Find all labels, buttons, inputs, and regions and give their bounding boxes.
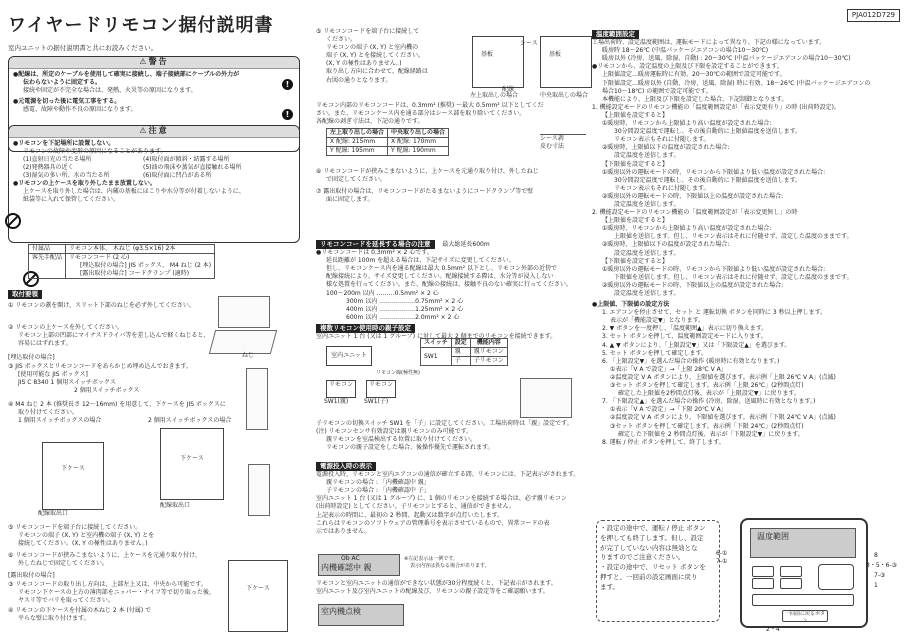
board-label: 基板 <box>549 51 562 58</box>
function-buttons[interactable] <box>752 594 854 606</box>
note-text: 押すと、一回前の設定画面に戻り <box>600 572 698 581</box>
table-header: 中央取り出しの場合 <box>388 129 449 138</box>
func-text: 上限値を送信します。但し、リモコン表示はそれに付随せず、設定した温度のままです。 <box>614 233 853 241</box>
embed-heading: [埋込取付の場合] <box>8 354 55 362</box>
extension-max: 最大総延長600m <box>442 241 490 248</box>
cable-size: 600m 以内 ………………2.0mm² × 2 心 <box>346 313 460 321</box>
run-stop-button[interactable] <box>818 564 854 590</box>
accessories-value: リモコン本体、 木ねじ (φ3.5×16) 2本 <box>66 245 215 254</box>
switch-notes <box>316 420 606 452</box>
reset-button[interactable]: 一回前に戻るボタン <box>782 610 828 622</box>
temp-text: 暖房以外 (冷房、送風、除湿、自動) : 20〜30℃ (中温パッケージエアコンの場合10〜30℃) <box>602 55 851 63</box>
step-text: リモコン上部の凹部にマイナスドライバ等を差し込んで軽くねじると、 <box>18 332 210 340</box>
step-text: リモコンの上ケースを外してください。 <box>15 324 123 332</box>
remote-lcd-text: 温度範囲 <box>757 532 789 541</box>
ext-text: 配線接続により、サイズ変更してください。配線接続する際は、水分等が浸入しない <box>326 273 554 281</box>
callout-label: 3・5・6-③ <box>866 562 897 569</box>
table-header: 機能内容 <box>470 339 507 348</box>
step-text: (X, Y の極性はありません。) <box>326 60 402 68</box>
callout-label: 2・4 <box>766 626 780 633</box>
lcd-checking <box>318 554 400 576</box>
howto-step: 5. セット ボタンを押して確定します。 <box>602 349 708 357</box>
power-text: 上記表示の時間に、最初の 2 秒間、起動又は数字が点灯いたします。 <box>316 511 504 519</box>
screw-label: ねじ <box>242 352 255 359</box>
step-text: リモコンコードが挟みこまないように、上ケースを元通り取り付け、 <box>15 552 201 560</box>
left-out-label: 左上取出しの場合 <box>470 92 519 99</box>
table-header: スイッチ <box>421 339 452 348</box>
power-text: 親リモコンの場合 : 「内機確認中 親」 <box>326 479 430 487</box>
callout-label: 7-① <box>716 558 728 565</box>
func-heading: 【下限値を設定すると】 <box>602 257 669 265</box>
callout-label: 1 <box>874 582 878 589</box>
caution-line: ●リモコンを下記場所に設置しない。 <box>13 139 115 147</box>
strip-length-table <box>326 128 449 156</box>
caution-title: ⚠注意 <box>9 126 299 138</box>
howto-step: 表示が「機能設定▼」となります。 <box>610 317 705 325</box>
step-text: 取り付けてください。 <box>18 409 79 417</box>
step-text: 取り出し方向に合わせて、配線経路は <box>326 68 428 76</box>
sheath-label: シース剥 <box>540 135 564 142</box>
up-button[interactable] <box>752 566 774 577</box>
step-text: リモコンコードの取り出し方向は、上部左上又は、中央から可能です。 <box>15 580 207 588</box>
power-text: 室内ユニット 1 台 (又は 1 グループ) に、1 個のリモコンを接続する場合は、必ず親リモコン <box>316 495 567 503</box>
howto-step: 6. 「上限設定▼」を選んだ場合の操作 (暖房時に有効となります。) <box>602 357 780 365</box>
howto-step: ②温度設定 V A ボタンにより、下限値を選びます。表示例「下限 24℃ V A」(点滅) <box>610 414 836 422</box>
step-text: M4 ねじ 2 本 (推奨長さ 12〜16mm) を用意して、下ケースを JIS ボックスに <box>15 400 226 408</box>
ext-text: 様な処置を行ってください。また、配線の接続は、接触不良のない確実に行ってください。 <box>326 281 573 289</box>
table-cell: 親 <box>451 348 470 357</box>
step-text: JIS C 8340 1 個用スイッチボックス <box>18 378 116 386</box>
power-text: 子リモコンの場合 : 「内機確認中 子」 <box>326 487 430 495</box>
ext-text: 延長距離が 100m を超える場合は、下記サイズに変更してください。 <box>326 257 515 265</box>
lcd-code: Ob AC <box>341 555 360 562</box>
wiring-outlet-label: 配線取出口 <box>160 502 191 509</box>
step-text: リモコンの下ケースを付属の木ねじ 2 本 (付属) で <box>15 606 152 614</box>
note-text: ・設定の途中で、運転 / 停止 ボタン <box>600 524 706 532</box>
box-side-figure <box>248 464 270 516</box>
howto-step: 7. 「下限設定▲」を選んだ場合の操作 (冷房、除湿、送風時に有効となります。) <box>602 398 816 406</box>
note-text: ・設定の途中で、リセット ボタンを <box>600 563 706 571</box>
table-cell: 親リモコン <box>470 348 507 357</box>
exclamation-icon: ! <box>282 109 293 120</box>
cable-text: さい。また、リモコンケース内を通る部分はシース部を取り除いてください。 <box>316 110 526 118</box>
caution-item: (4)取付面が傾斜・結露する場所 <box>143 155 230 163</box>
warning-line: ●元電源を切った後に電気工事をする。 <box>13 98 121 106</box>
extension-section <box>316 240 596 322</box>
func-text: 30分間設定温度で運転し、その後自動的に上限値温度を送信します。 <box>614 128 802 136</box>
accessories-value: [露出取付の場合] コードクランプ (適時) <box>66 270 215 279</box>
accessories-header: 客先手配品 <box>29 254 66 279</box>
exclamation-icon: ! <box>282 79 293 90</box>
func-text: 2. 機能設定モードのリモコン機能の「温度範囲設定が「表示変更無し」の時 <box>592 209 798 217</box>
power-text: これらはリモコンのソフトウェアの管理番号を表示させているもので、異常コードの表 <box>316 519 550 527</box>
caution-item: (5)油の飛沫や蒸気が直接触れる場所 <box>143 164 242 172</box>
sw-note: (注) リモコンセンサ有効設定は親リモコンのみ可能です。 <box>316 428 473 436</box>
func-text: リモコン表示もそれに付随します。 <box>614 136 710 144</box>
howto-step: 8. 運転 / 停止 ボタンを押して、終了します。 <box>602 438 725 446</box>
temp-text: 工場出荷時、設定温度範囲は、運転モードによって異なり、下記の様になっています。 <box>592 39 826 47</box>
step-text: リモコンの端子 (X, Y) と室内機の端子 (X, Y) とを <box>18 532 155 540</box>
step-text: リモコンコードを端子台に接続してください。 <box>15 524 142 531</box>
table-cell: Y 配線: 190mm <box>388 147 449 156</box>
warning-title: ⚠警告 <box>9 57 299 69</box>
ext-text: 但し、リモコンケース内を通る配線は最大 0.5mm² 以下とし、リモコン外部の近傍で <box>326 265 558 273</box>
howto-step: 確定した上限値を2秒間点灯後、表示が「上限設定▼」に戻ります。 <box>618 390 800 398</box>
double-box-figure <box>160 428 224 500</box>
power-text: 示ではありません。 <box>316 527 371 535</box>
remote-box: リモコン <box>366 380 396 398</box>
remote-controller <box>740 518 868 628</box>
func-text: 設定温度を送信します。 <box>614 290 680 297</box>
func-text: 設定温度を送信します。 <box>614 249 680 257</box>
callout-label: 8 <box>874 552 878 559</box>
temp-text: 場合10〜18℃) の範囲で設定可能です。 <box>602 87 712 95</box>
func-text: 30分間設定温度で運転し、その後自動的に下限値温度を送信します。 <box>614 176 802 184</box>
step-text: 面に固定します。 <box>326 196 374 204</box>
func-text: ①暖房時、リモコンから上限値より高い温度が設定された場合: <box>602 120 772 128</box>
warning-line: ●配線は、所定のケーブルを使用して確実に接続し、端子接続部にケーブルの外力が <box>13 70 240 78</box>
caution-item: (6)取付面に凹凸がある所 <box>143 172 212 180</box>
lower-case-label: 下ケース <box>180 455 204 462</box>
table-cell: X 配線: 215mm <box>327 138 388 147</box>
howto-step: ③セット ボタンを押して確定します。表示例「下限 24℃」(2秒間点灯) <box>610 422 804 430</box>
step-text: リモコンコードを端子台に接続して <box>323 28 420 35</box>
caution-item: (3)湿気の多い所、水の当たる所 <box>23 172 110 180</box>
sw-note: 子リモコンの切換スイッチ SW1 を「子」に設定してください。工場出荷時は「親」設定です。 <box>316 420 573 427</box>
remote-box: リモコン <box>326 380 356 398</box>
lower-case-label: 下ケース <box>61 465 85 472</box>
howto-step: ①表示「V A で設定」→「下限 20℃ V A」 <box>610 406 727 414</box>
power-text: (出荷時設定) としてください。子リモコンとすると、通信ができません。 <box>316 503 515 511</box>
remote-front-figure <box>218 296 270 328</box>
temp-text: 暖房時 18〜26℃ (中温パッケージエアコンの場合10〜30℃) <box>602 47 769 55</box>
func-text: 1. 機能設定モードのリモコン機能の「温度範囲設定が「表示変更有り」の時 (出荷時設定)。 <box>592 103 840 111</box>
temp-text: 本機能により、上限及び下限を設定した場合、下記制御となります。 <box>602 95 788 103</box>
set-button[interactable] <box>780 566 802 577</box>
step-text: 端子 (X, Y) とを接続してください。 <box>326 52 425 60</box>
power-section <box>316 462 606 536</box>
accessories-header: 付属品 <box>29 245 66 254</box>
single-box-figure <box>42 442 104 510</box>
temp-text: 下限値設定…暖房以外 (自動、冷房、送風、除湿) 時に有効、18〜26℃ (中温パッケージエアコンの <box>602 79 871 87</box>
exposed-mount-figure <box>228 560 288 632</box>
howto-step: ①表示「V A で設定」→「上限 28℃ V A」 <box>610 365 727 373</box>
note-text: ます。 <box>600 582 619 591</box>
table-header: 設定 <box>451 339 470 348</box>
center-out-label: 中央取出しの場合 <box>540 92 589 99</box>
step-text: 外したねじで固定してください。 <box>18 560 109 568</box>
cable-note: リモコン線(極性無) <box>376 370 420 376</box>
func-text: ②暖房時、上限値以下の温度が設定された場合: <box>602 144 730 152</box>
table-cell: 子リモコン <box>470 357 507 366</box>
accessories-table <box>28 244 215 279</box>
intro-text: 室内ユニットの据付説明書と共にお読みください。 <box>8 44 158 52</box>
extension-title: リモコンコードを延長する場合の注意 <box>316 240 435 249</box>
table-cell: 子 <box>451 357 470 366</box>
accessories-value: リモコンコード (2 心) <box>66 254 215 263</box>
temp-text: ●リモコンから、設定温度の上限及び下限を設定することができます。 <box>592 63 783 71</box>
cable-text: 各配線の剥ぎ寸法は、下記の通りです。 <box>316 118 424 126</box>
indoor-unit-box: 室内ユニット <box>326 346 372 366</box>
power-text: 電源投入時、リモコンと室内エアコンの通信が確立する間、リモコンには、下記表示がされます。 <box>316 471 580 479</box>
power-title: 電源投入時の表示 <box>316 462 376 471</box>
sw-note: 親リモコンを室温検出する位置に取り付けてください。 <box>326 436 477 444</box>
howto-step: 1. エアコンを停止させて、セット と 運転切換 ボタンを同時に 3 秒以上押します。 <box>602 309 827 317</box>
remote-case-figure <box>209 330 277 354</box>
note-text: を押しても終了します。但し、設定 <box>600 533 704 542</box>
caution-box <box>8 125 300 243</box>
func-text: 下限値を送信します。但し、リモコン表示はそれに付随せず、設定した温度のままです。 <box>614 273 853 281</box>
func-text: ②暖房以外の運転モードの時、下限値以上の温度が設定された場合: <box>602 192 784 200</box>
lcd-text: 内機確認中 親 <box>321 563 372 573</box>
caution-item: (2)発熱器具の近く <box>23 164 74 172</box>
sheath-dimension <box>540 134 586 151</box>
func-heading: 【下限値を設定すると】 <box>602 160 669 168</box>
sw-child-label: SW1(子) <box>364 398 389 405</box>
remote-lcd <box>750 528 856 558</box>
warning-line: 感電、故障や動作不良の原因になります。 <box>23 106 137 114</box>
note-text: が完了していない内容は無効とな <box>600 543 698 552</box>
step-text: [使用可能な JIS ボックス] <box>18 370 88 378</box>
howto-step: 2. ▼ ボタンを一度押し、「温度範囲▲」表示に切り換えます。 <box>602 325 768 333</box>
lcd-note: ※左記表示は一例です。 <box>404 556 458 562</box>
note-text: りますのでご注意ください。 <box>600 553 685 562</box>
howto-step: 3. セット ボタンを押して、温度範囲設定モードに入ります。 <box>602 333 767 341</box>
caution-item: (1)直射日光の当たる場所 <box>23 155 92 163</box>
sheath-label: シース <box>520 40 538 47</box>
step-text: 露出取付の場合は、リモコンコードがたるまないようにコードクランプ等で壁 <box>323 188 534 196</box>
lower-case-label: 下ケース <box>246 585 270 592</box>
sheath-label: 皮む寸法 <box>540 143 565 151</box>
table-header: 左上取り出しの場合 <box>327 129 388 138</box>
down-button[interactable] <box>752 578 774 589</box>
caution-line: リモコンの故障や変形の原因になることがあります。 <box>23 147 167 155</box>
func-heading: 【上限値を設定すると】 <box>602 217 669 225</box>
caution-line: ●リモコンの上ケースを取り外したまま放置しない。 <box>13 180 156 188</box>
cable-spec <box>316 102 596 126</box>
func-text: 設定温度を送信します。 <box>614 152 680 160</box>
ext-text: ●リモコンコードは 0.3mm² × 2 心です。 <box>316 249 433 257</box>
mounting-steps-lower: ⑤ リモコンコードを端子台に接続してください。 リモコンの端子 (X, Y) と室内機の端子 (X, Y) とを 接続してください。(X, Y の極性はありません。) ⑥ リモコンコードが挟みこまないように、上ケースを元通り取り付け、 外したねじで固定してください。 [露出取付の場合] ③ リモコンコードの取り出し方向は、上部左上又は、中央から可能です。 リモコン下ケースの上方の薄肉部をニッパー・ナイフ等で切り取った後、 ヤスリ等でバリを取ってください。 ④ リモコンの下ケースを付属の木ねじ 2 本 (付属) で 平らな壁に取り付けます。 <box>8 524 215 622</box>
howto-step: 4. ▲ ▼ ボタンにより、「上限設定▼」又は「下限設定▲」を選びます。 <box>602 341 791 349</box>
howto-step: 確定した下限値を 2 秒間点灯後、表示が「下限設定▼」に戻ります。 <box>618 430 804 438</box>
table-cell: SW1 <box>421 348 452 366</box>
mounting-title: 取付要領 <box>8 290 42 299</box>
func-text: ①暖房時、リモコンから上限値より高い温度が設定された場合: <box>602 225 772 233</box>
jis-box-figure <box>246 368 268 430</box>
step-text: リモコンの蓋を開け、スリット下部のねじを必ず外してください。 <box>15 302 195 310</box>
step-text: JIS ボックスとリモコンコードをあらかじめ埋め込んでおきます。 <box>15 362 193 370</box>
lcd-note: 表示内容は異なる場合があります。 <box>410 563 490 569</box>
howto-heading: ●上限値、下限値の設定方法 <box>592 301 670 309</box>
func-text: ②暖房以外の運転モードの時、下限値以上の温度が設定された場合: <box>602 281 784 289</box>
callout-label: 6-① <box>716 550 728 557</box>
step-text: リモコンの端子 (X, Y) と室内機の <box>326 44 419 52</box>
caution-line: 上ケースを取り外した場合は、内蔵の基板にほこりや水分等が付着しないように、 <box>23 188 245 196</box>
warning-line: 接続や固定が不完全な場合は、発熱、火災等の原因になります。 <box>23 86 197 94</box>
warning-line: 伝わらないように固定する。 <box>23 78 102 86</box>
sw-note: リモコンの親子設定をした場合、後操作優先で運転されます。 <box>326 444 494 452</box>
step-text: 平らな壁に取り付けます。 <box>18 614 90 622</box>
steps-6-7: ⑥ リモコンコードが挟みこまないように、上ケースを元通り取り付け、外したねじ で固定してください。 ⑦ 露出取付の場合は、リモコンコードがたるまないようにコードクランプ等で壁 面に固定します。 <box>316 168 596 204</box>
wiring-outlet-label: 配線取出口 <box>38 510 69 517</box>
multi-text: 室内ユニット 1 台 (又は 1 グループ) に対して最大 2 個までのリモコンを接続できます。 <box>316 333 557 341</box>
func-text: リモコン表示もそれに付随します。 <box>614 184 710 192</box>
wiring-label: 配線 <box>502 86 515 93</box>
switch-table <box>420 338 508 366</box>
cable-size: 300m 以内 ………………0.75mm² × 2 心 <box>346 297 464 305</box>
document-number: PJA012D729 <box>847 9 900 22</box>
howto-step: ③セット ボタンを押して確定します。表示例「上限 26℃」(2秒間点灯) <box>610 382 804 390</box>
step-text: リモコンコードが挟みこまないように、上ケースを元通り取り付け、外したねじ <box>323 168 539 175</box>
power-section-2 <box>316 580 606 596</box>
exposed-heading: [露出取付の場合] <box>8 572 55 580</box>
power-text: リモコンと室内ユニットの通信ができない状態が30分程度続くと、下記表示がされます。 <box>316 580 557 587</box>
func-heading: 【上限値を設定すると】 <box>602 111 669 119</box>
temp-range-title: 温度範囲設定 <box>592 30 639 39</box>
table-cell: X 配線: 170mm <box>388 138 449 147</box>
mounting-section: 取付要領 ① リモコンの蓋を開け、スリット下部のねじを必ず外してください。 ② リモコンの上ケースを外してください。 リモコン上部の凹部にマイナスドライバ等を差し込んで軽くねじると、 容易にはずれます。 [埋込取付の場合] ③ JIS ボックスとリモコンコードをあらかじめ埋め込んでおきます。 [使用可能な JIS ボックス] JIS C 8340 1 個用スイッチボックス 2 個用スイッチボックス ④ M4 ねじ 2 本 (推奨長さ 12〜16mm) を用意して、下ケースを JIS ボックスに 取り付けてください。 1 個用スイッチボックスの場合 2 個用スイッチボックスの場合 <box>8 290 308 425</box>
step-text: 右図の通りとなります。 <box>326 76 392 84</box>
cable-text: リモコン内部のリモコンコードは、0.3mm² (推奨) 〜最大 0.5mm² 以下としてくだ <box>316 102 544 109</box>
table-cell: Y 配線: 195mm <box>327 147 388 156</box>
settings-note-box <box>596 520 720 622</box>
cable-size: 400m 以内 ………………1.25mm² × 2 心 <box>346 305 464 313</box>
step-text: ヤスリ等でバリを取ってください。 <box>18 596 114 604</box>
power-text: 室内ユニット及び室内ユニットの配線及び、リモコンの親子設定等をご確認願います。 <box>316 588 549 596</box>
step-text: 容易にはずれます。 <box>18 340 72 348</box>
step-text: 1 個用スイッチボックスの場合 <box>18 417 102 425</box>
func-text: ②暖房時、上限値以下の温度が設定された場合: <box>602 241 730 249</box>
func-text: 設定温度を送信します。 <box>614 200 680 208</box>
multi-title: 複数リモコン使用時の親子設定 <box>316 324 415 333</box>
step-text: 2 個用スイッチボックスの場合 <box>148 417 232 425</box>
left-out-figure <box>472 36 524 88</box>
step-text: リモコン下ケースの上方の薄肉部をニッパー・ナイフ等で切り取った後、 <box>18 588 215 596</box>
temp-text: 上限値設定…暖房運転時に有効、20〜30℃の範囲で設定可能です。 <box>602 71 786 79</box>
sw1-board-figure <box>520 378 572 418</box>
lcd-unit-check: 室内機点検 <box>318 604 404 626</box>
center-out-figure <box>540 36 592 88</box>
callout-label: 7-③ <box>874 572 886 579</box>
step-text: 接続してください。(X, Y の極性はありません。) <box>18 540 148 548</box>
page-title: ワイヤードリモコン据付説明書 <box>8 15 274 36</box>
sw-parent-label: SW1(親) <box>324 398 349 405</box>
caution-line: 紙袋等に入れて保管してください。 <box>23 196 120 204</box>
step-text: で固定してください。 <box>326 176 387 184</box>
step-text: 2 個用スイッチボックス <box>74 386 140 394</box>
prohibited-icon <box>5 213 21 229</box>
step-text: ください。 <box>326 36 357 44</box>
accessories-value: [埋込取付の場合] JIS ボックス、 M4 ねじ (2 本) <box>66 262 215 270</box>
board-label: 基板 <box>481 51 494 58</box>
func-text: ①暖房以外の運転モードの時、リモコンから下限値より低い温度が設定された場合: <box>602 265 826 273</box>
cable-size: 100〜200m 以内 ………0.5mm² × 2 心 <box>326 289 439 297</box>
temp-range-section <box>592 30 904 447</box>
func-text: ①暖房以外の運転モードの時、リモコンから下限値より低い温度が設定された場合: <box>602 168 826 176</box>
howto-step: ②温度設定 V A ボタンにより、上限値を選びます。表示例「上限 26℃ V A」(点滅) <box>610 373 836 381</box>
mode-button[interactable] <box>780 578 802 589</box>
wiring-step: ⑤ リモコンコードを端子台に接続して ください。 リモコンの端子 (X, Y) と室内機の 端子 (X, Y) とを接続してください。 (X, Y の極性はありません。) 取り出し方向に合わせて、配線経路は 右図の通りとなります。 <box>316 28 466 85</box>
